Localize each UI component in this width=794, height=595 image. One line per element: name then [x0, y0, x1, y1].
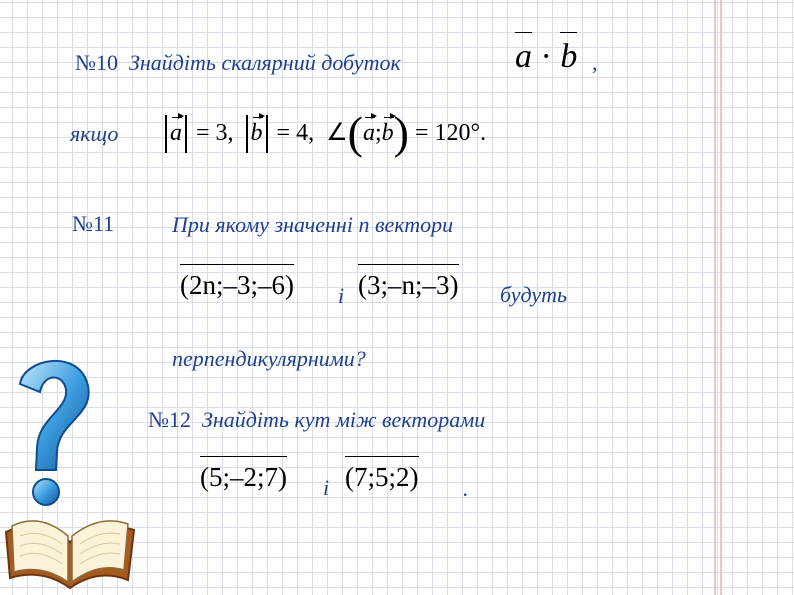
- question-mark-icon: [20, 361, 89, 505]
- vector-3: (5;–2;7): [200, 462, 287, 492]
- vector-2: (3;–n;–3): [358, 270, 459, 300]
- vector-b-arrow: b: [250, 120, 263, 146]
- task-11-text-2: будуть: [500, 282, 567, 307]
- conjunction-and: і: [338, 283, 345, 308]
- angle-vector-a: a: [362, 120, 375, 146]
- question-book-illustration: [0, 352, 140, 595]
- dot-operator: ·: [540, 38, 552, 75]
- abs-b-value: = 4,: [276, 120, 315, 146]
- margin-line: [714, 0, 716, 595]
- abs-a-value: = 3,: [196, 120, 234, 146]
- task-11-number: №11: [72, 211, 115, 236]
- task-11-text: При якому значенні n вектори: [172, 212, 454, 237]
- task-10-comma: ,: [592, 50, 598, 75]
- task-10-text: Знайдіть скалярний добуток: [129, 50, 401, 75]
- vector-a: a: [515, 38, 532, 75]
- open-book-icon: [6, 521, 134, 588]
- task-10-heading: [75, 50, 401, 76]
- if-word: якщо: [70, 121, 119, 146]
- vector-b: b: [560, 38, 578, 75]
- angle-vector-b: b: [381, 120, 394, 146]
- task-10-number: №10: [75, 50, 118, 75]
- task-12-number: №12: [148, 407, 191, 432]
- task-12-period: .: [463, 476, 469, 501]
- dot-product-formula: [515, 38, 577, 76]
- vector-a-arrow: a: [170, 120, 182, 146]
- angle-separator: ;: [374, 120, 382, 146]
- angle-value: = 120°.: [414, 120, 487, 146]
- condition-formula: a = 3, b = 4, ∠(a;b) = 120°.: [162, 110, 486, 156]
- task-12-heading: [148, 407, 485, 433]
- task-12-text: Знайдіть кут між векторами: [202, 407, 486, 432]
- task-11-text-3: перпендикулярними?: [172, 346, 366, 371]
- angle-sign: ∠: [326, 120, 348, 146]
- vector-1: (2n;–3;–6): [180, 270, 294, 300]
- margin-line: [720, 0, 722, 595]
- conjunction-and-2: і: [323, 475, 330, 500]
- vector-4: (7;5;2): [345, 462, 419, 492]
